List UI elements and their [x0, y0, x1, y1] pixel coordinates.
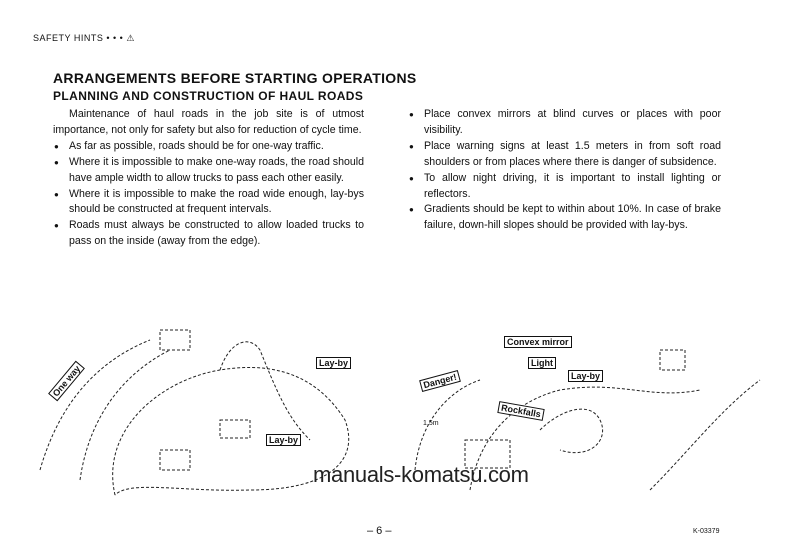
rockfalls-sign: Rockfalls	[497, 401, 544, 421]
convex-mirror-sign: Convex mirror	[504, 336, 572, 348]
page-number: – 6 –	[367, 525, 392, 537]
watermark: manuals-komatsu.com	[313, 462, 529, 487]
section-header	[33, 33, 135, 44]
list-item: ● Place convex mirrors at blind curves or places with poor visibility.	[408, 107, 721, 139]
list-item: ● Where it is impossible to make the road wide enough, lay-bys should be constructed at frequent intervals.	[53, 187, 364, 219]
list-item: ● Gradients should be kept to within about 10%. In case of brake failure, down-hill slopes should be provided with lay-bys.	[408, 202, 721, 234]
distance-label: 1.5m	[423, 420, 439, 427]
page-title: ARRANGEMENTS BEFORE STARTING OPERATIONS	[53, 70, 417, 86]
list-item: ● Roads must always be constructed to allow loaded trucks to pass on the inside (away from the edge).	[53, 218, 364, 250]
warning-triangle-icon: ⚠	[126, 33, 135, 43]
section-subtitle: PLANNING AND CONSTRUCTION OF HAUL ROADS	[53, 89, 364, 103]
one-way-sign: One way	[48, 361, 85, 402]
lay-by-sign: Lay-by	[316, 357, 351, 369]
section-label: SAFETY HINTS • • •	[33, 33, 124, 43]
intro-paragraph: Maintenance of haul roads in the job site is of utmost importance, not only for safety but also for reduction of cycle time.	[53, 108, 364, 136]
lay-by-sign: Lay-by	[568, 370, 603, 382]
list-item: ● Place warning signs at least 1.5 meters in from soft road shoulders or from places where there is danger of subsidence.	[408, 139, 721, 171]
danger-sign: Danger!	[419, 370, 461, 392]
left-column	[53, 107, 364, 250]
list-item: ● Where it is impossible to make one-way roads, the road should have ample width to allow trucks to pass each other easily.	[53, 155, 364, 187]
right-column	[408, 107, 721, 234]
lay-by-sign: Lay-by	[266, 434, 301, 446]
figure-code: K-03379	[693, 528, 720, 535]
list-item: ● To allow night driving, it is important to install lighting or reflectors.	[408, 171, 721, 203]
list-item: ● As far as possible, roads should be for one-way traffic.	[53, 139, 364, 155]
light-sign: Light	[528, 357, 556, 369]
